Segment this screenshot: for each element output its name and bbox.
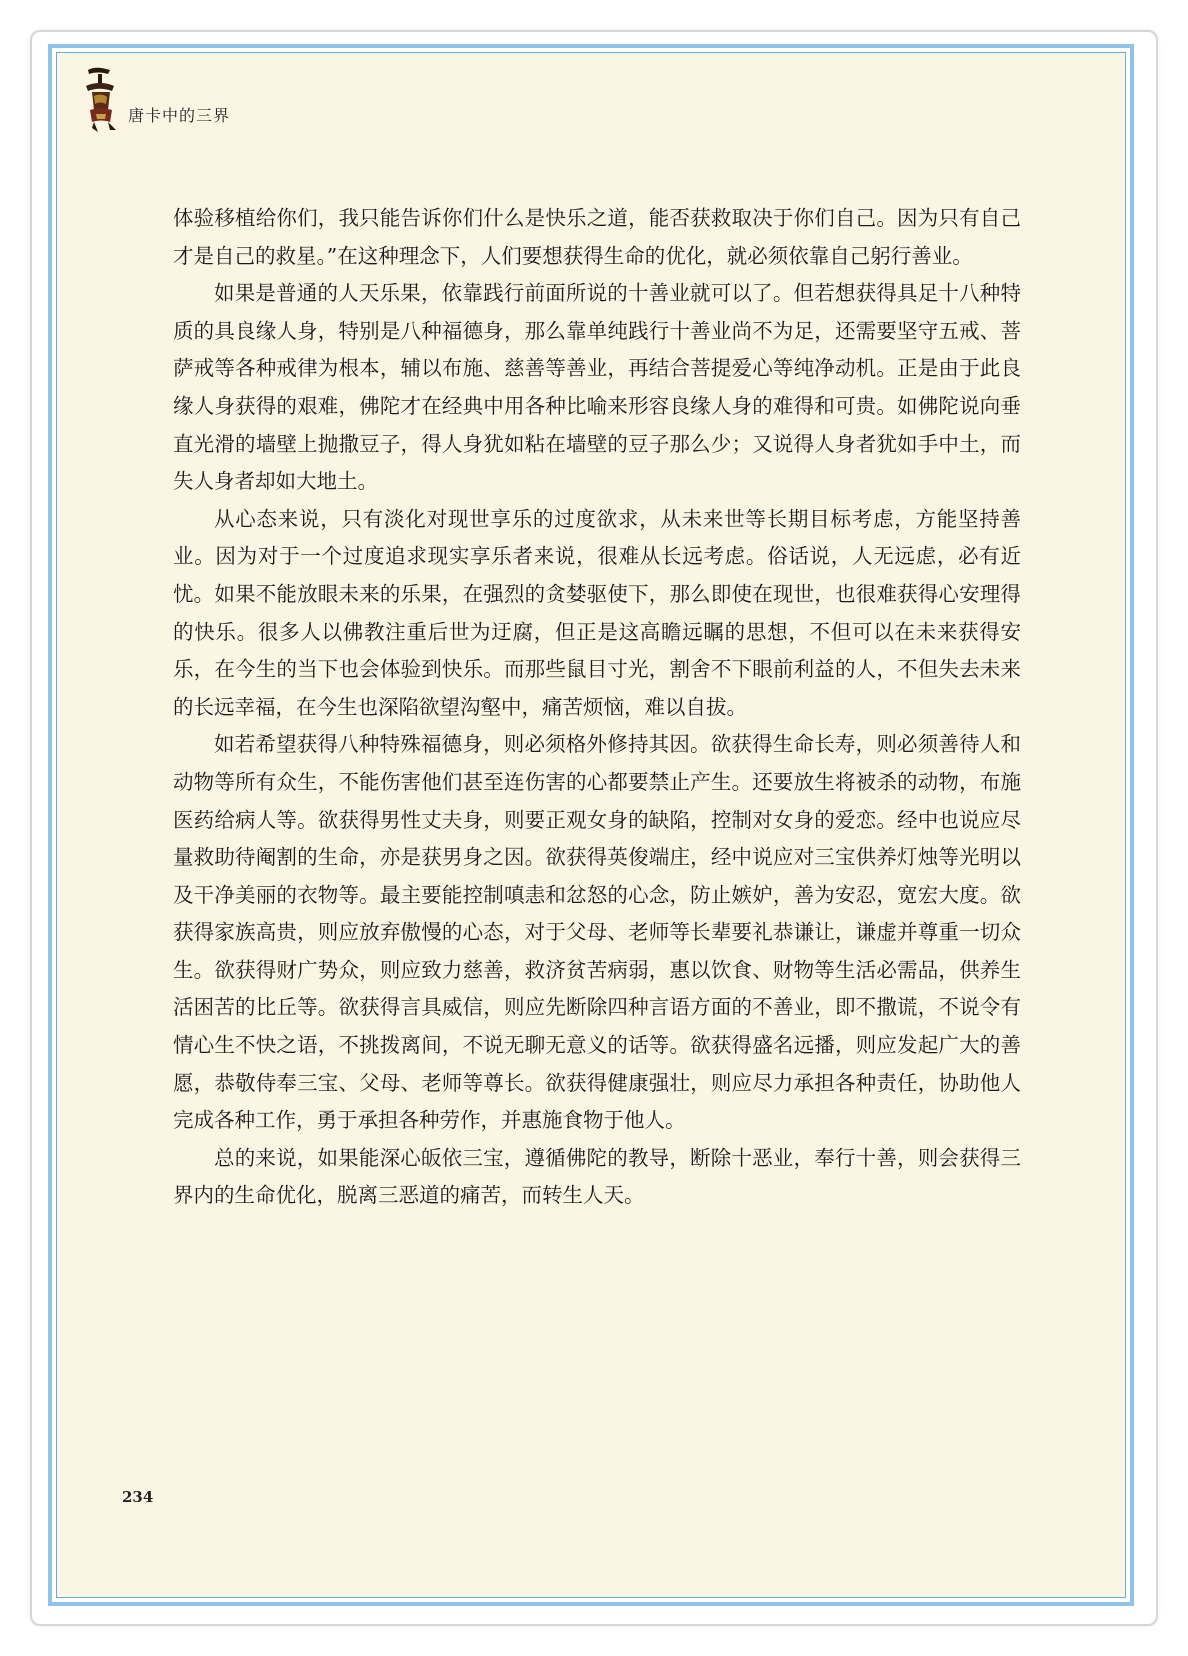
paragraph: 如果是普通的人天乐果，依靠践行前面所说的十善业就可以了。但若想获得具足十八种特质的具良缘人身，特别是八种福德身，那么靠单纯践行十善业尚不为足，还需要坚守五戒、菩萨戒等各种戒律为根本，辅以布施、慈善等善业，再结合菩提爱心等纯净动机。正是由于此良缘人身获得的艰难，佛陀才在经典中用各种比喻来形容良缘人身的难得和可贵。如佛陀说向垂直光滑的墙壁上抛撒豆子，得人身犹如粘在墙壁的豆子那么少；又说得人身者犹如手中土，而失人身者却如大地土。 (173, 281, 1021, 494)
calligraphy-seal-icon (80, 64, 122, 134)
paragraph: 从心态来说，只有淡化对现世享乐的过度欲求，从未来世等长期目标考虑，方能坚持善业。因为对于一个过度追求现实享乐者来说，很难从长远考虑。俗话说，人无远虑，必有近忧。如果不能放眼未来的乐果，在强烈的贪婪驱使下，那么即使在现世，也很难获得心安理得的快乐。很多人以佛教注重后世为迂腐，但正是这高瞻远瞩的思想，不但可以在未来获得安乐，在今生的当下也会体验到快乐。而那些鼠目寸光，割舍不下眼前利益的人，不但失去未来的长远幸福，在今生也深陷欲望沟壑中，痛苦烦恼，难以自拔。 (173, 506, 1021, 719)
paragraph: 体验移植给你们，我只能告诉你们什么是快乐之道，能否获救取决于你们自己。因为只有自己才是自己的救星。”在这种理念下，人们要想获得生命的优化，就必须依靠自己躬行善业。 (173, 206, 1021, 268)
paragraph: 总的来说，如果能深心皈依三宝，遵循佛陀的教导，断除十恶业，奉行十善，则会获得三界内的生命优化，脱离三恶道的痛苦，而转生人天。 (173, 1145, 1021, 1208)
body-text (173, 200, 1021, 1215)
header-title: 唐卡中的三界 (128, 106, 231, 125)
page-number: 234 (122, 1488, 154, 1506)
paragraph: 如若希望获得八种特殊福德身，则必须格外修持其因。欲获得生命长寿，则必须善待人和动物等所有众生，不能伤害他们甚至连伤害的心都要禁止产生。还要放生将被杀的动物，布施医药给病人等。欲获得男性丈夫身，则要正观女身的缺陷，控制对女身的爱恋。经中也说应尽量救助待阉割的生命，亦是获男身之因。欲获得英俊端庄，经中说应对三宝供养灯烛等光明以及干净美丽的衣物等。最主要能控制嗔恚和忿怒的心念，防止嫉妒，善为安忍，宽宏大度。欲获得家族高贵，则应放弃傲慢的心态，对于父母、老师等长辈要礼恭谦让，谦虚并尊重一切众生。欲获得财广势众，则应致力慈善，救济贫苦病弱，惠以饮食、财物等生活必需品，供养生活困苦的比丘等。欲获得言具威信，则应先断除四种言语方面的不善业，即不撒谎，不说令有情心生不快之语，不挑拨离间，不说无聊无意义的话等。欲获得盛名远播，则应发起广大的善愿，恭敬侍奉三宝、父母、老师等尊长。欲获得健康强壮，则应尽力承担各种责任，协助他人完成各种工作，勇于承担各种劳作，并惠施食物于他人。 (173, 732, 1021, 1133)
running-header (80, 64, 230, 134)
